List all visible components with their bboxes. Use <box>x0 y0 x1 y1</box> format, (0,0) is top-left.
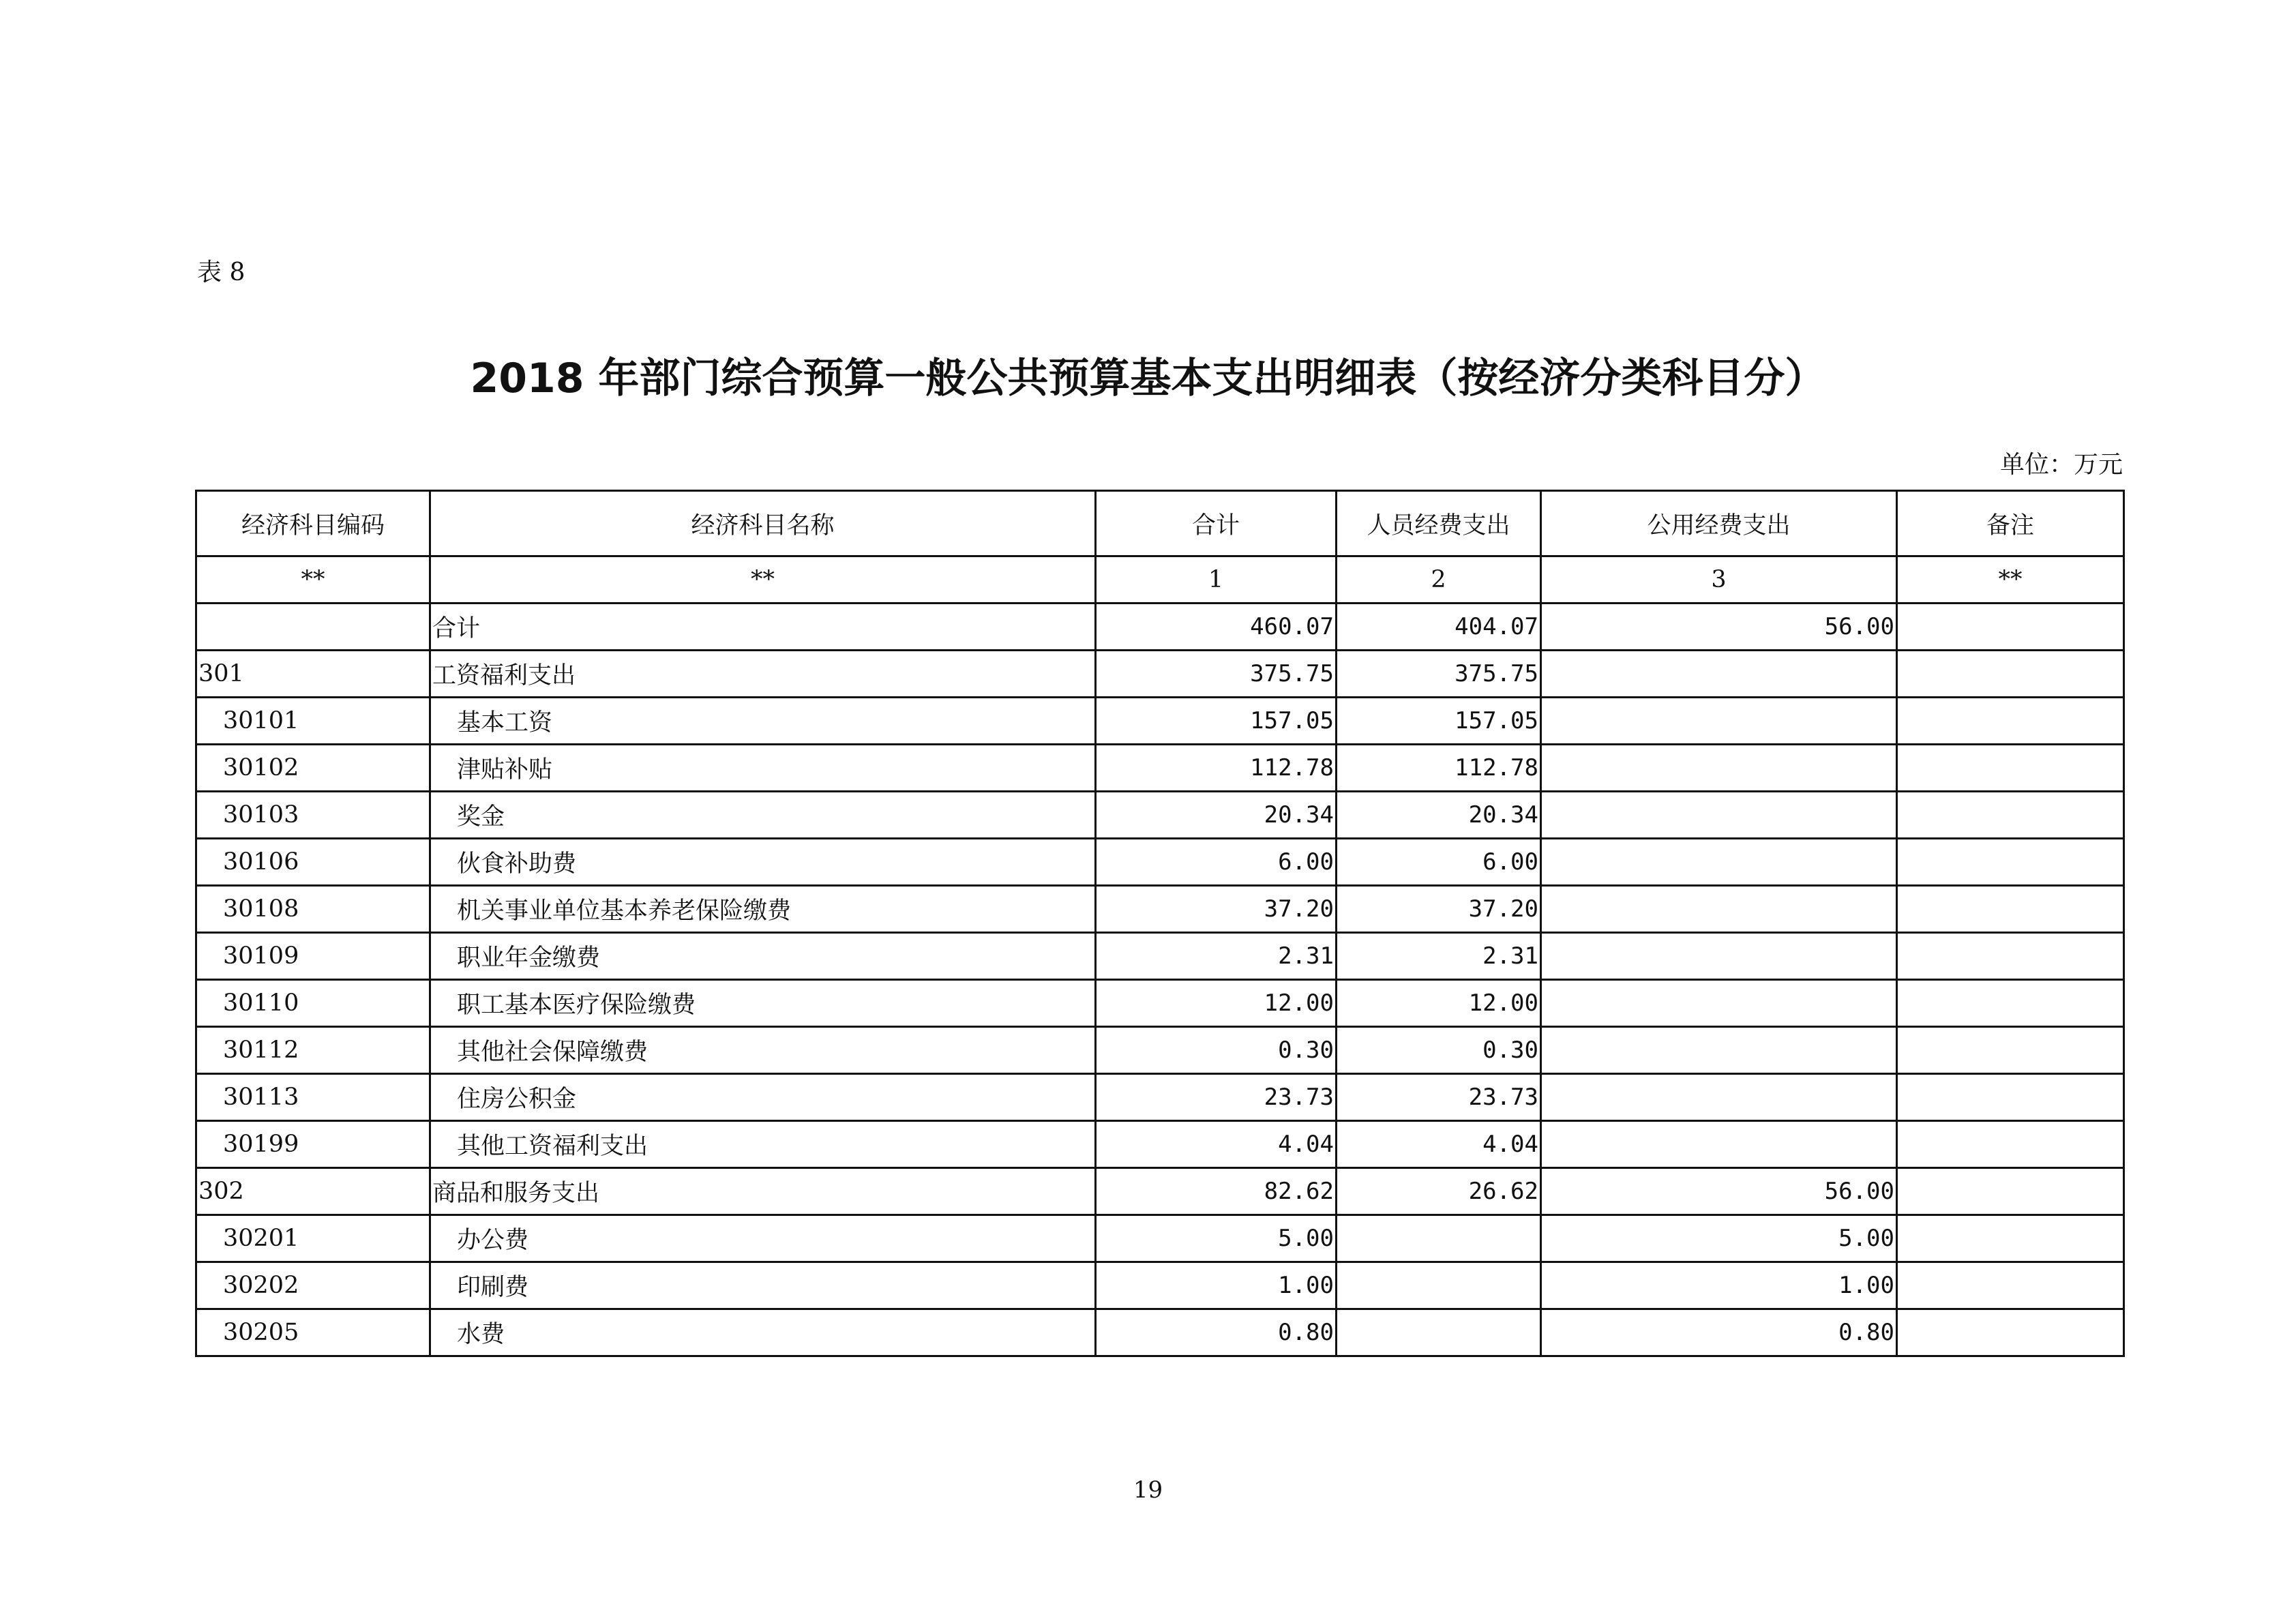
cell-note <box>1897 745 2124 792</box>
cell-total: 112.78 <box>1096 745 1337 792</box>
cell-public <box>1541 745 1897 792</box>
table-row <box>196 1121 2124 1168</box>
unit-label: 单位：万元 <box>1999 451 2123 479</box>
table-row <box>196 698 2124 745</box>
cell-note <box>1897 1168 2124 1215</box>
table-row <box>196 604 2124 651</box>
cell-total: 12.00 <box>1096 980 1337 1027</box>
cell-name: 津贴补贴 <box>430 745 1096 792</box>
table-row <box>196 1168 2124 1215</box>
cell-note <box>1897 1121 2124 1168</box>
cell-personnel: 112.78 <box>1337 745 1541 792</box>
cell-public <box>1541 1074 1897 1121</box>
cell-total: 82.62 <box>1096 1168 1337 1215</box>
cell-note <box>1897 886 2124 933</box>
cell-total: 1.00 <box>1096 1262 1337 1309</box>
cell-note <box>1897 839 2124 886</box>
table-row <box>196 745 2124 792</box>
cell-total: 6.00 <box>1096 839 1337 886</box>
index-name: ** <box>430 556 1096 604</box>
cell-public <box>1541 651 1897 698</box>
index-public: 3 <box>1541 556 1897 604</box>
cell-public <box>1541 886 1897 933</box>
cell-personnel: 12.00 <box>1337 980 1541 1027</box>
cell-name: 其他社会保障缴费 <box>430 1027 1096 1074</box>
cell-code: 30110 <box>196 980 430 1027</box>
cell-note <box>1897 980 2124 1027</box>
cell-note <box>1897 1027 2124 1074</box>
cell-name: 工资福利支出 <box>430 651 1096 698</box>
cell-personnel <box>1337 1309 1541 1356</box>
header-name: 经济科目名称 <box>430 491 1096 556</box>
cell-personnel: 4.04 <box>1337 1121 1541 1168</box>
table-row <box>196 1262 2124 1309</box>
cell-public: 0.80 <box>1541 1309 1897 1356</box>
index-personnel: 2 <box>1337 556 1541 604</box>
cell-code: 301 <box>196 651 430 698</box>
cell-name: 奖金 <box>430 792 1096 839</box>
cell-total: 4.04 <box>1096 1121 1337 1168</box>
table-row <box>196 1074 2124 1121</box>
table-row <box>196 1309 2124 1356</box>
table-row <box>196 933 2124 980</box>
cell-note <box>1897 698 2124 745</box>
page-title: 2018 年部门综合预算一般公共预算基本支出明细表（按经济分类科目分） <box>470 355 1826 402</box>
cell-name: 职工基本医疗保险缴费 <box>430 980 1096 1027</box>
cell-note <box>1897 792 2124 839</box>
cell-code: 30103 <box>196 792 430 839</box>
index-note: ** <box>1897 556 2124 604</box>
table-row <box>196 886 2124 933</box>
cell-personnel: 6.00 <box>1337 839 1541 886</box>
cell-code: 30109 <box>196 933 430 980</box>
cell-public <box>1541 1121 1897 1168</box>
cell-public: 56.00 <box>1541 1168 1897 1215</box>
cell-code: 30199 <box>196 1121 430 1168</box>
cell-name: 水费 <box>430 1309 1096 1356</box>
cell-public <box>1541 698 1897 745</box>
cell-personnel: 0.30 <box>1337 1027 1541 1074</box>
cell-name: 基本工资 <box>430 698 1096 745</box>
budget-table <box>195 490 2125 1357</box>
cell-code: 30113 <box>196 1074 430 1121</box>
cell-note <box>1897 1309 2124 1356</box>
cell-public: 5.00 <box>1541 1215 1897 1262</box>
cell-code: 30102 <box>196 745 430 792</box>
cell-note <box>1897 1262 2124 1309</box>
cell-code: 302 <box>196 1168 430 1215</box>
index-code: ** <box>196 556 430 604</box>
cell-note <box>1897 1074 2124 1121</box>
cell-total: 20.34 <box>1096 792 1337 839</box>
cell-code: 30112 <box>196 1027 430 1074</box>
index-total: 1 <box>1096 556 1337 604</box>
cell-code <box>196 604 430 651</box>
cell-total: 2.31 <box>1096 933 1337 980</box>
index-row <box>196 556 2124 604</box>
table-body <box>196 604 2124 1356</box>
cell-total: 375.75 <box>1096 651 1337 698</box>
cell-personnel: 37.20 <box>1337 886 1541 933</box>
cell-personnel: 157.05 <box>1337 698 1541 745</box>
cell-public: 1.00 <box>1541 1262 1897 1309</box>
header-code: 经济科目编码 <box>196 491 430 556</box>
cell-public <box>1541 792 1897 839</box>
cell-total: 37.20 <box>1096 886 1337 933</box>
cell-name: 印刷费 <box>430 1262 1096 1309</box>
header-total: 合计 <box>1096 491 1337 556</box>
cell-total: 460.07 <box>1096 604 1337 651</box>
table-label: 表 8 <box>197 258 245 286</box>
cell-total: 0.30 <box>1096 1027 1337 1074</box>
cell-name: 住房公积金 <box>430 1074 1096 1121</box>
header-row <box>196 491 2124 556</box>
table-row <box>196 1215 2124 1262</box>
table-row <box>196 839 2124 886</box>
cell-public <box>1541 1027 1897 1074</box>
cell-code: 30108 <box>196 886 430 933</box>
header-public: 公用经费支出 <box>1541 491 1897 556</box>
cell-name: 商品和服务支出 <box>430 1168 1096 1215</box>
table-row <box>196 792 2124 839</box>
cell-note <box>1897 933 2124 980</box>
page-number: 19 <box>1133 1476 1163 1504</box>
cell-note <box>1897 651 2124 698</box>
cell-total: 157.05 <box>1096 698 1337 745</box>
cell-personnel: 404.07 <box>1337 604 1541 651</box>
cell-code: 30202 <box>196 1262 430 1309</box>
cell-public <box>1541 839 1897 886</box>
cell-total: 23.73 <box>1096 1074 1337 1121</box>
table-row <box>196 651 2124 698</box>
cell-code: 30106 <box>196 839 430 886</box>
cell-total: 5.00 <box>1096 1215 1337 1262</box>
cell-personnel: 20.34 <box>1337 792 1541 839</box>
cell-name: 合计 <box>430 604 1096 651</box>
cell-total: 0.80 <box>1096 1309 1337 1356</box>
cell-name: 办公费 <box>430 1215 1096 1262</box>
cell-public <box>1541 933 1897 980</box>
cell-personnel: 26.62 <box>1337 1168 1541 1215</box>
table-row <box>196 1027 2124 1074</box>
cell-personnel <box>1337 1215 1541 1262</box>
table-row <box>196 980 2124 1027</box>
header-personnel: 人员经费支出 <box>1337 491 1541 556</box>
header-note: 备注 <box>1897 491 2124 556</box>
cell-note <box>1897 604 2124 651</box>
cell-public <box>1541 980 1897 1027</box>
cell-code: 30201 <box>196 1215 430 1262</box>
cell-name: 伙食补助费 <box>430 839 1096 886</box>
cell-public: 56.00 <box>1541 604 1897 651</box>
cell-personnel <box>1337 1262 1541 1309</box>
cell-name: 职业年金缴费 <box>430 933 1096 980</box>
cell-code: 30101 <box>196 698 430 745</box>
cell-personnel: 2.31 <box>1337 933 1541 980</box>
cell-personnel: 23.73 <box>1337 1074 1541 1121</box>
cell-code: 30205 <box>196 1309 430 1356</box>
cell-name: 其他工资福利支出 <box>430 1121 1096 1168</box>
cell-note <box>1897 1215 2124 1262</box>
cell-name: 机关事业单位基本养老保险缴费 <box>430 886 1096 933</box>
cell-personnel: 375.75 <box>1337 651 1541 698</box>
